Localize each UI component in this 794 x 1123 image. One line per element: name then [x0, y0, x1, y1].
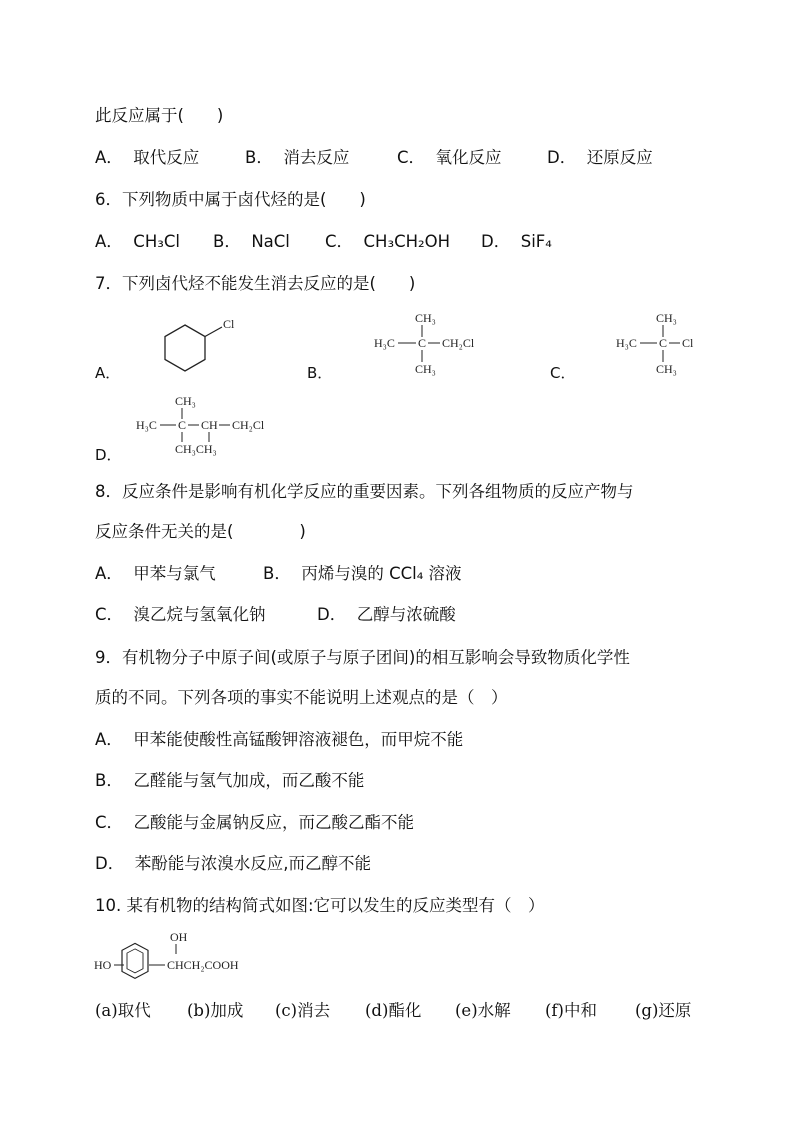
q8-option-b[interactable]: B． 丙烯与溴的 CCl₄ 溶液 [263, 564, 462, 583]
q7-option-b-structure [370, 306, 490, 380]
ch3-ch3-bottom: CH₃CH₃ [175, 442, 217, 456]
q6-option-a[interactable]: A． CH₃Cl [95, 232, 180, 251]
ch2cl-right: CH₂Cl [442, 336, 475, 350]
q10-structure [92, 926, 282, 984]
oh-top: OH [170, 930, 188, 944]
q7-option-c-label[interactable]: C． [550, 364, 576, 382]
ch2cl-right: CH₂Cl [232, 418, 265, 432]
q7-option-a-label[interactable]: A． [95, 364, 121, 382]
type-g[interactable]: (g)还原 [635, 1001, 692, 1020]
q7-option-c-structure [612, 306, 712, 380]
q7-option-a-structure [150, 310, 250, 382]
ch3-bottom: CH₃ [415, 362, 436, 376]
q9-option-c[interactable]: C． 乙酸能与金属钠反应，而乙酸乙酯不能 [95, 813, 415, 832]
q5-option-b[interactable]: B． 消去反应 [245, 148, 350, 167]
q6-option-d[interactable]: D． SiF₄ [481, 232, 552, 251]
quaternary-c: C [659, 336, 668, 350]
q6-stem: 6．下列物质中属于卤代烃的是( ) [95, 190, 366, 209]
ch-group: CH [201, 418, 218, 432]
h3c-left: H₃C [136, 418, 157, 432]
q6-option-c[interactable]: C． CH₃CH₂OH [325, 232, 451, 251]
type-a[interactable]: (a)取代 [95, 1001, 151, 1020]
q9-stem-line2: 质的不同。下列各项的事实不能说明上述观点的是（ ） [95, 688, 508, 707]
cl-atom: Cl [682, 336, 694, 350]
q8-option-c[interactable]: C． 溴乙烷与氢氧化钠 [95, 605, 266, 624]
q9-option-a[interactable]: A． 甲苯能使酸性高锰酸钾溶液褪色，而甲烷不能 [95, 730, 464, 749]
q7-option-b-label[interactable]: B． [307, 364, 333, 382]
h3c-left: H₃C [616, 336, 637, 350]
type-f[interactable]: (f)中和 [545, 1001, 597, 1020]
ch3-top: CH₃ [175, 394, 196, 408]
quaternary-c: C [418, 336, 427, 350]
type-b[interactable]: (b)加成 [187, 1001, 244, 1020]
q10-stem: 10. 某有机物的结构简式如图:它可以发生的反应类型有（ ） [95, 896, 545, 915]
q5-option-d[interactable]: D． 还原反应 [547, 148, 653, 167]
c-cl-bond [205, 327, 222, 337]
q6-option-b[interactable]: B． NaCl [213, 232, 290, 251]
benzene-inner [127, 949, 143, 973]
ch3-bottom: CH₃ [656, 362, 677, 376]
cl-atom: Cl [223, 317, 235, 331]
q8-stem-line1: 8．反应条件是影响有机化学反应的重要因素。下列各组物质的反应产物与 [95, 482, 634, 501]
q9-option-b[interactable]: B． 乙醛能与氢气加成，而乙酸不能 [95, 771, 365, 790]
type-e[interactable]: (e)水解 [455, 1001, 511, 1020]
q7-option-d-structure [132, 390, 282, 462]
q5-option-a[interactable]: A． 取代反应 [95, 148, 200, 167]
quaternary-c: C [178, 418, 187, 432]
q5-stem: 此反应属于( ) [95, 106, 224, 125]
q5-option-c[interactable]: C． 氧化反应 [397, 148, 502, 167]
q7-option-d-label[interactable]: D． [95, 446, 122, 464]
q7-stem: 7．下列卤代烃不能发生消去反应的是( ) [95, 274, 416, 293]
ch3-top: CH₃ [415, 311, 436, 325]
q9-option-d[interactable]: D． 苯酚能与浓溴水反应,而乙醇不能 [95, 854, 371, 873]
h3c-left: H₃C [374, 336, 395, 350]
type-d[interactable]: (d)酯化 [365, 1001, 422, 1020]
q9-stem-line1: 9．有机物分子中原子间(或原子与原子团间)的相互影响会导致物质化学性 [95, 648, 630, 667]
q8-option-d[interactable]: D． 乙醇与浓硫酸 [317, 605, 456, 624]
q8-option-a[interactable]: A． 甲苯与氯气 [95, 564, 216, 583]
side-chain: CHCH₂COOH [167, 958, 239, 972]
cyclohexane-ring [165, 325, 205, 371]
ch3-top: CH₃ [656, 311, 677, 325]
ho-left: HO [94, 958, 112, 972]
type-c[interactable]: (c)消去 [275, 1001, 331, 1020]
q8-stem-line2: 反应条件无关的是( ) [95, 522, 306, 541]
